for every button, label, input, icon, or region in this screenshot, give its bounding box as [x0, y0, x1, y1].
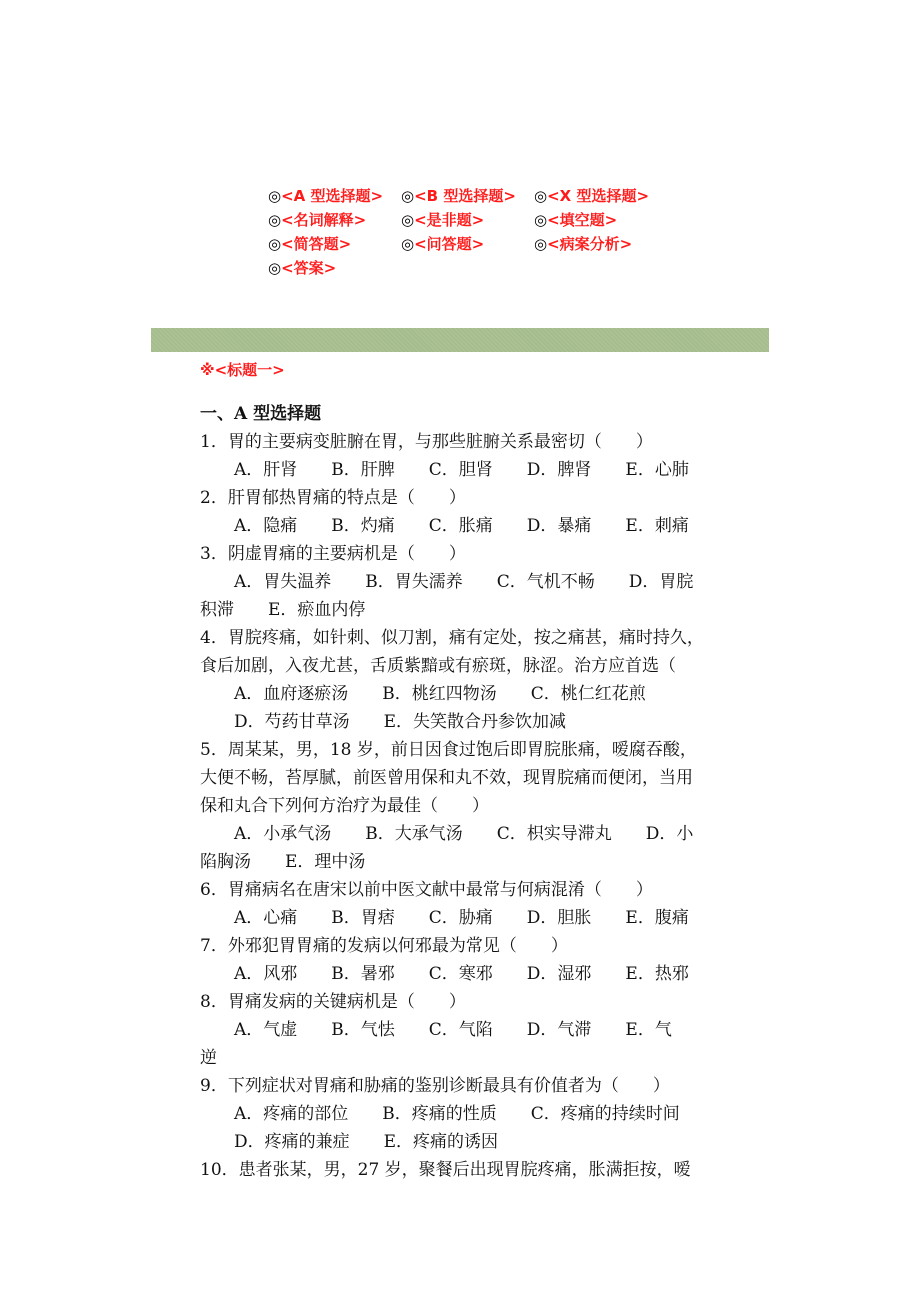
question-text: 3．阴虚胃痛的主要病机是（ ） [200, 544, 466, 564]
nav-row [268, 208, 667, 232]
nav-link[interactable]: <填空题> [547, 211, 618, 229]
nav-link[interactable]: <问答题> [414, 235, 485, 253]
question-continuation: 积滞 E．瘀血内停 [200, 600, 366, 620]
nav-item[interactable] [268, 184, 401, 208]
bullseye-icon: ◎ [534, 211, 548, 229]
question-text: 8．胃痛发病的关键病机是（ ） [200, 992, 466, 1012]
nav-item[interactable] [268, 256, 401, 280]
answer-options: A．小承气汤 B．大承气汤 C．枳实导滞丸 D．小 [234, 824, 694, 844]
nav-link[interactable]: <简答题> [281, 235, 352, 253]
answer-options: A．心痛 B．胃痞 C．胁痛 D．胆胀 E．腹痛 [234, 908, 689, 928]
nav-row [268, 256, 667, 280]
question-text: 5．周某某，男，18 岁，前日因食过饱后即胃脘胀痛，嗳腐吞酸， [200, 740, 697, 760]
nav-item[interactable] [268, 232, 401, 256]
bullseye-icon: ◎ [534, 235, 548, 253]
answer-options: A．疼痛的部位 B．疼痛的性质 C．疼痛的持续时间 [234, 1104, 680, 1124]
question-text: 9．下列症状对胃痛和胁痛的鉴别诊断最具有价值者为（ ） [200, 1076, 670, 1096]
answer-options: D．芍药甘草汤 E．失笑散合丹参饮加减 [234, 712, 567, 732]
nav-link[interactable]: <名词解释> [281, 211, 367, 229]
answer-options: A．风邪 B．暑邪 C．寒邪 D．湿邪 E．热邪 [234, 964, 689, 984]
question-text: 4．胃脘疼痛，如针刺、似刀割，痛有定处，按之痛甚，痛时持久， [200, 628, 704, 648]
nav-item[interactable] [401, 184, 534, 208]
nav-row [268, 184, 667, 208]
nav-link[interactable]: <是非题> [414, 211, 485, 229]
answer-options: A．胃失温养 B．胃失濡养 C．气机不畅 D．胃脘 [234, 572, 694, 592]
title-banner [151, 328, 769, 352]
nav-link[interactable]: <病案分析> [547, 235, 633, 253]
nav-row [268, 232, 667, 256]
question-content [200, 400, 726, 1184]
nav-link[interactable]: <答案> [281, 259, 337, 277]
bullseye-icon: ◎ [401, 235, 415, 253]
nav-item[interactable] [401, 232, 534, 256]
question-text: 6．胃痛病名在唐宋以前中医文献中最常与何病混淆（ ） [200, 880, 653, 900]
section-nav [268, 184, 667, 280]
nav-link[interactable]: <X 型选择题> [547, 187, 650, 205]
question-text: 10．患者张某，男，27 岁，聚餐后出现胃脘疼痛，胀满拒按，嗳 [200, 1160, 691, 1180]
nav-item[interactable] [268, 208, 401, 232]
bullseye-icon: ◎ [268, 211, 282, 229]
section-heading: 一、A 型选择题 [200, 404, 322, 424]
question-continuation: 食后加剧，入夜尤甚，舌质紫黯或有瘀斑，脉涩。治方应首选（ [200, 656, 676, 676]
bullseye-icon: ◎ [268, 187, 282, 205]
nav-item[interactable] [534, 232, 667, 256]
question-continuation: 保和丸合下列何方治疗为最佳（ ） [200, 796, 489, 816]
question-text: 2．肝胃郁热胃痛的特点是（ ） [200, 488, 466, 508]
question-continuation: 陷胸汤 E．理中汤 [200, 852, 366, 872]
section-title-link[interactable]: ※<标题一> [200, 361, 285, 379]
bullseye-icon: ◎ [268, 259, 282, 277]
question-text: 1．胃的主要病变脏腑在胃，与那些脏腑关系最密切（ ） [200, 432, 653, 452]
question-continuation: 大便不畅，苔厚腻，前医曾用保和丸不效，现胃脘痛而便闭，当用 [200, 768, 693, 788]
nav-item[interactable] [534, 208, 667, 232]
answer-options: A．肝肾 B．肝脾 C．胆肾 D．脾肾 E．心肺 [234, 460, 689, 480]
answer-options: A．气虚 B．气怯 C．气陷 D．气滞 E．气 [234, 1020, 672, 1040]
question-continuation: 逆 [200, 1048, 217, 1068]
question-text: 7．外邪犯胃胃痛的发病以何邪最为常见（ ） [200, 936, 568, 956]
bullseye-icon: ◎ [401, 187, 415, 205]
answer-options: A．血府逐瘀汤 B．桃红四物汤 C．桃仁红花煎 [234, 684, 646, 704]
answer-options: D．疼痛的兼症 E．疼痛的诱因 [234, 1132, 499, 1152]
nav-link[interactable]: <A 型选择题> [281, 187, 384, 205]
nav-link[interactable]: <B 型选择题> [414, 187, 516, 205]
nav-item[interactable] [534, 184, 667, 208]
bullseye-icon: ◎ [534, 187, 548, 205]
answer-options: A．隐痛 B．灼痛 C．胀痛 D．暴痛 E．刺痛 [234, 516, 689, 536]
nav-item[interactable] [401, 208, 534, 232]
question-lines [200, 428, 726, 1184]
bullseye-icon: ◎ [268, 235, 282, 253]
bullseye-icon: ◎ [401, 211, 415, 229]
